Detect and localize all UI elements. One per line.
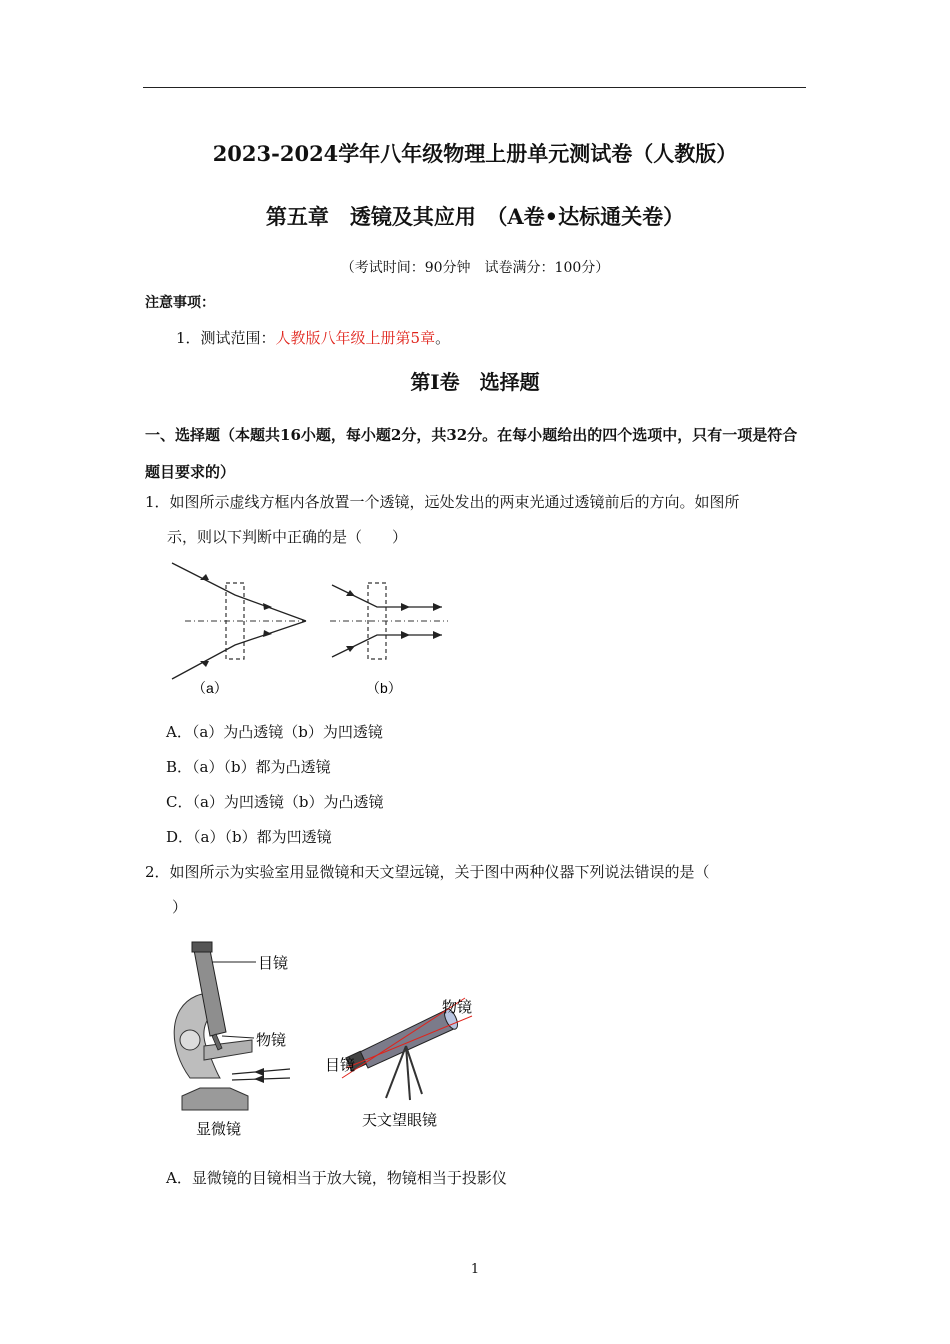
page-number: 1 bbox=[470, 1262, 480, 1277]
question-1-option-d[interactable]: D．（a）（b）都为凹透镜 bbox=[166, 828, 332, 846]
microscope-objective-leader bbox=[222, 1036, 254, 1038]
notes-heading: 注意事项： bbox=[145, 295, 215, 311]
notes-item-1-prefix: 1．测试范围： bbox=[176, 329, 276, 347]
figure-b-arrow-3 bbox=[401, 603, 410, 611]
question-1-option-a[interactable]: A．（a）为凸透镜（b）为凹透镜 bbox=[166, 723, 383, 741]
figure-b-arrow-5 bbox=[433, 603, 442, 611]
figure-b bbox=[330, 583, 448, 696]
telescope-figure bbox=[325, 998, 472, 1129]
part-heading: 一、选择题（本题共16小题，每小题2分，共32分。在每小题给出的四个选项中，只有一项是符合题目要求的） bbox=[145, 426, 798, 481]
telescope-objective-label: 物镜 bbox=[442, 999, 473, 1016]
telescope-light-ray-2 bbox=[346, 1016, 472, 1068]
figure-instruments bbox=[160, 928, 490, 1143]
question-1-option-b[interactable]: B．（a）（b）都为凸透镜 bbox=[166, 758, 331, 776]
question-1 bbox=[145, 485, 810, 555]
telescope-label: 天文望眼镜 bbox=[362, 1112, 438, 1129]
notes-item-1 bbox=[176, 327, 450, 348]
microscope-ray-arrow-1 bbox=[254, 1068, 264, 1076]
figure-a-arrow-2 bbox=[200, 661, 209, 667]
telescope-tube bbox=[360, 1010, 456, 1068]
notes-item-1-suffix: 。 bbox=[435, 329, 451, 347]
header-rule bbox=[143, 87, 806, 88]
microscope-eyepiece-label: 目镜 bbox=[258, 955, 289, 972]
figure-a bbox=[172, 563, 306, 696]
figure-a-arrow-4 bbox=[263, 630, 272, 637]
question-2 bbox=[145, 855, 810, 925]
question-2-line2: ） bbox=[172, 898, 188, 916]
question-1-line2: 示，则以下判断中正确的是（ ） bbox=[167, 528, 408, 546]
question-2-line1 bbox=[145, 855, 810, 890]
microscope-stage bbox=[204, 1040, 252, 1060]
chapter-subtitle: 第五章 透镜及其应用 （A卷•达标通关卷） bbox=[265, 204, 685, 229]
figure-a-ray-lower bbox=[172, 621, 306, 679]
question-2-option-a[interactable]: A．显微镜的目镜相当于放大镜，物镜相当于投影仪 bbox=[166, 1169, 507, 1187]
question-2-text-1: 如图所示为实验室用显微镜和天文望远镜，关于图中两种仪器下列说法错误的是（ bbox=[169, 863, 710, 881]
question-1-option-c[interactable]: C．（a）为凹透镜（b）为凸透镜 bbox=[166, 793, 384, 811]
question-1-line1 bbox=[145, 485, 810, 520]
exam-info: （考试时间：90分钟 试卷满分：100分） bbox=[340, 260, 610, 276]
microscope-figure bbox=[174, 942, 290, 1138]
microscope-eyepiece bbox=[192, 942, 212, 952]
figure-a-label: （a） bbox=[192, 680, 228, 696]
question-1-number: 1． bbox=[145, 493, 170, 511]
microscope-ray-arrow-2 bbox=[254, 1075, 264, 1083]
microscope-label: 显微镜 bbox=[196, 1121, 242, 1138]
exam-title: 2023-2024学年八年级物理上册单元测试卷（人教版） bbox=[212, 141, 738, 166]
microscope-base bbox=[182, 1088, 248, 1110]
notes-item-1-scope: 人教版八年级上册第5章 bbox=[275, 329, 436, 347]
question-2-number: 2． bbox=[145, 863, 170, 881]
figure-b-arrow-4 bbox=[401, 631, 410, 639]
telescope-eyepiece-label: 目镜 bbox=[325, 1057, 356, 1074]
microscope-knob bbox=[180, 1030, 200, 1050]
figure-b-arrow-6 bbox=[433, 631, 442, 639]
microscope-objective-label: 物镜 bbox=[256, 1032, 287, 1049]
figure-lens-diagrams bbox=[160, 555, 460, 705]
figure-a-arrow-3 bbox=[263, 603, 272, 610]
figure-a-ray-upper bbox=[172, 563, 306, 621]
figure-a-arrow-1 bbox=[200, 574, 209, 580]
section-title: 第Ⅰ卷 选择题 bbox=[410, 370, 540, 394]
figure-b-label: （b） bbox=[366, 680, 402, 696]
question-1-text-1: 如图所示虚线方框内各放置一个透镜，远处发出的两束光通过透镜前后的方向。如图所 bbox=[169, 493, 740, 511]
